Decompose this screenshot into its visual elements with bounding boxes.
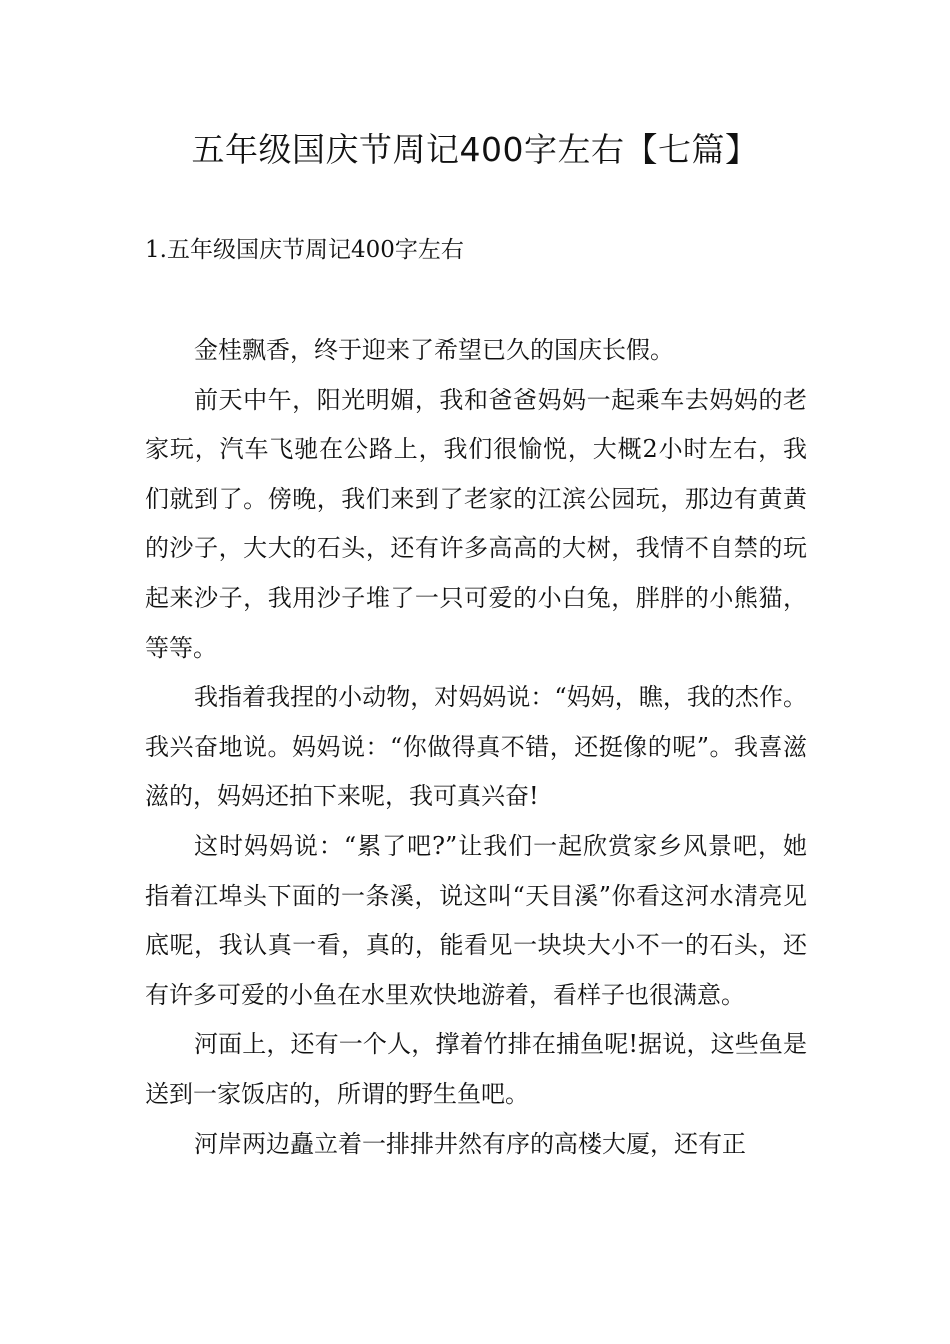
paragraph: 河岸两边矗立着一排排井然有序的高楼大厦，还有正 <box>194 1129 746 1158</box>
paragraph: 我指着我捏的小动物，对妈妈说：“妈妈，瞧，我的杰作。我兴奋地说。妈妈说：“你做得真不错，还挺像的呢”。我喜滋滋的，妈妈还拍下来呢，我可真兴奋! <box>145 683 807 811</box>
document-title: 五年级国庆节周记400字左右【七篇】 <box>191 130 759 169</box>
section-heading: 1.五年级国庆节周记400字左右 <box>145 237 464 263</box>
paragraph: 这时妈妈说：“累了吧?”让我们一起欣赏家乡风景吧，她指着江埠头下面的一条溪，说这叫“天目溪”你看这河水清亮见底呢，我认真一看，真的，能看见一块块大小不一的石头，还有许多可爱的小鱼在水里欢快地游着，看样子也很满意。 <box>145 831 807 1009</box>
essay-body <box>145 326 807 1169</box>
paragraph: 金桂飘香，终于迎来了希望已久的国庆长假。 <box>194 336 674 364</box>
paragraph: 前天中午，阳光明媚，我和爸爸妈妈一起乘车去妈妈的老家玩，汽车飞驰在公路上，我们很愉悦，大概2小时左右，我们就到了。傍晚，我们来到了老家的江滨公园玩，那边有黄黄的沙子，大大的石头，还有许多高高的大树，我情不自禁的玩起来沙子，我用沙子堆了一只可爱的小白兔，胖胖的小熊猫，等等。 <box>145 385 807 662</box>
paragraph: 河面上，还有一个人，撑着竹排在捕鱼呢!据说，这些鱼是送到一家饭店的，所谓的野生鱼吧。 <box>145 1030 807 1108</box>
